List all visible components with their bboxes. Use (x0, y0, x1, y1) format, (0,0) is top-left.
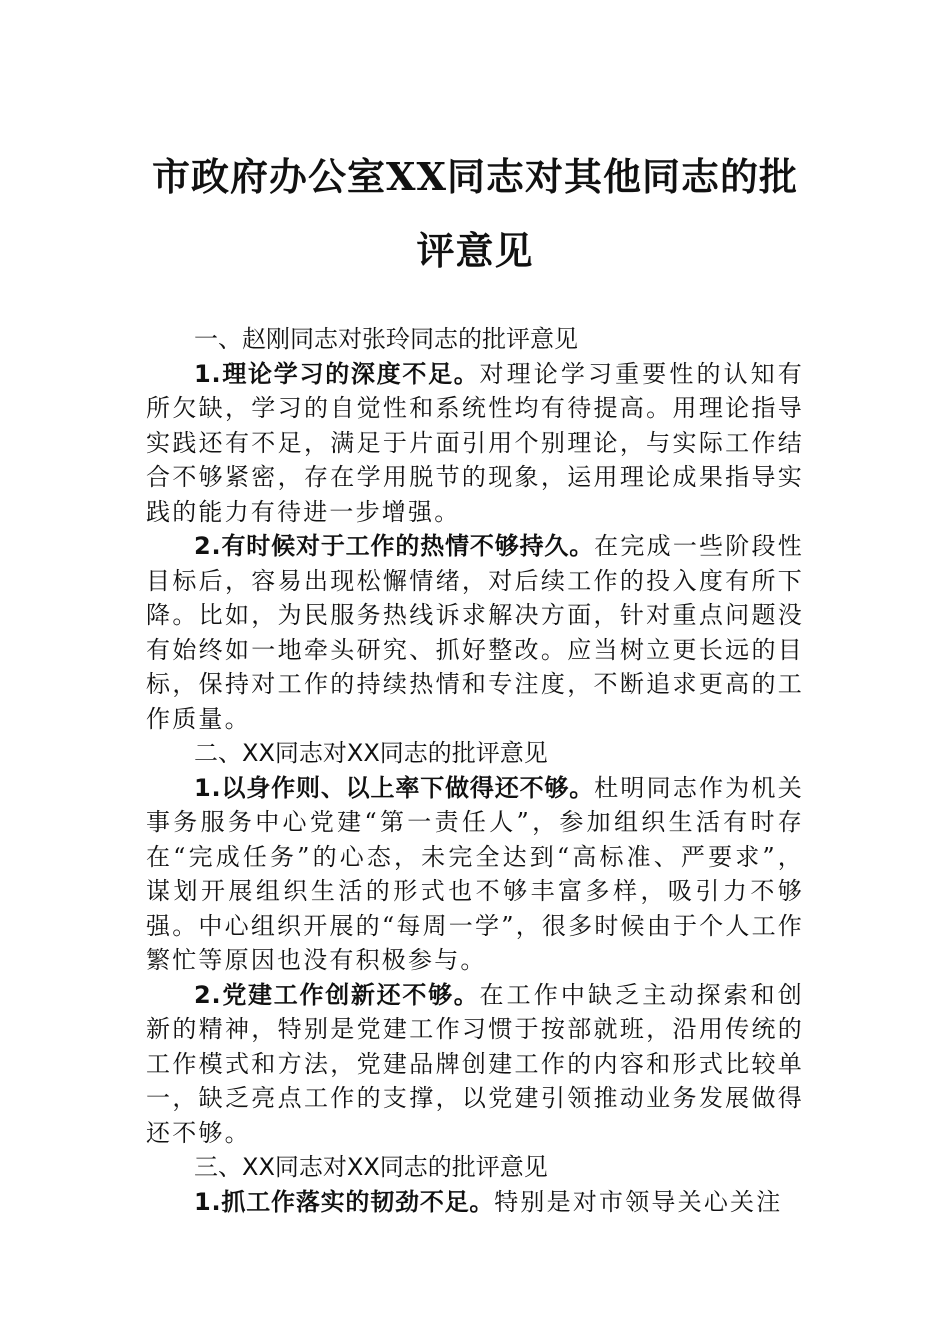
paragraph (146, 978, 804, 1151)
section-heading-1: 一、赵刚同志对张玲同志的批评意见 (194, 325, 578, 353)
paragraph-body: 在完成一些阶段性目标后，容易出现松懈情绪，对后续工作的投入度有所下降。比如，为民服务热线诉求解决方面，针对重点问题没有始终如一地牵头研究、抓好整改。应当树立更长远的目标，保持对工作的持续热情和专注度，不断追求更高的工作质量。 (146, 532, 804, 733)
paragraph-lead: 1.抓工作落实的韧劲不足。 (194, 1187, 495, 1216)
section-heading-3: 三、XX同志对XX同志的批评意见 (194, 1153, 548, 1181)
paragraph-lead: 1.理论学习的深度不足。 (194, 359, 480, 388)
document-body (146, 322, 804, 1219)
paragraph (146, 357, 804, 530)
paragraph-body: 对理论学习重要性的认知有所欠缺，学习的自觉性和系统性均有待提高。用理论指导实践还有不足，满足于片面引用个别理论，与实际工作结合不够紧密，存在学用脱节的现象，运用理论成果指导实践的能力有待进一步增强。 (146, 359, 805, 526)
paragraph-body: 特别是对市领导关心关注 (494, 1187, 783, 1216)
paragraph-lead: 1.以身作则、以上率下做得还不够。 (194, 773, 595, 802)
paragraph (146, 1185, 804, 1220)
section-heading-2: 二、XX同志对XX同志的批评意见 (194, 739, 548, 767)
paragraph-lead: 2.党建工作创新还不够。 (194, 980, 480, 1009)
paragraph-body: 在工作中缺乏主动探索和创新的精神，特别是党建工作习惯于按部就班，沿用传统的工作模式和方法，党建品牌创建工作的内容和形式比较单一，缺乏亮点工作的支撑，以党建引领推动业务发展做得还不够。 (146, 980, 805, 1147)
paragraph (146, 771, 804, 978)
paragraph (146, 529, 804, 736)
document-title: 市政府办公室XX同志对其他同志的批评意见 (152, 154, 798, 273)
paragraph-body: 杜明同志作为机关事务服务中心党建“第一责任人”，参加组织生活有时存在“完成任务”的心态，未完全达到“高标准、严要求”，谋划开展组织生活的形式也不够丰富多样，吸引力不够强。中心组织开展的“每周一学”，很多时候由于个人工作繁忙等原因也没有积极参与。 (146, 773, 804, 974)
paragraph-lead: 2.有时候对于工作的热情不够持久。 (194, 532, 595, 560)
